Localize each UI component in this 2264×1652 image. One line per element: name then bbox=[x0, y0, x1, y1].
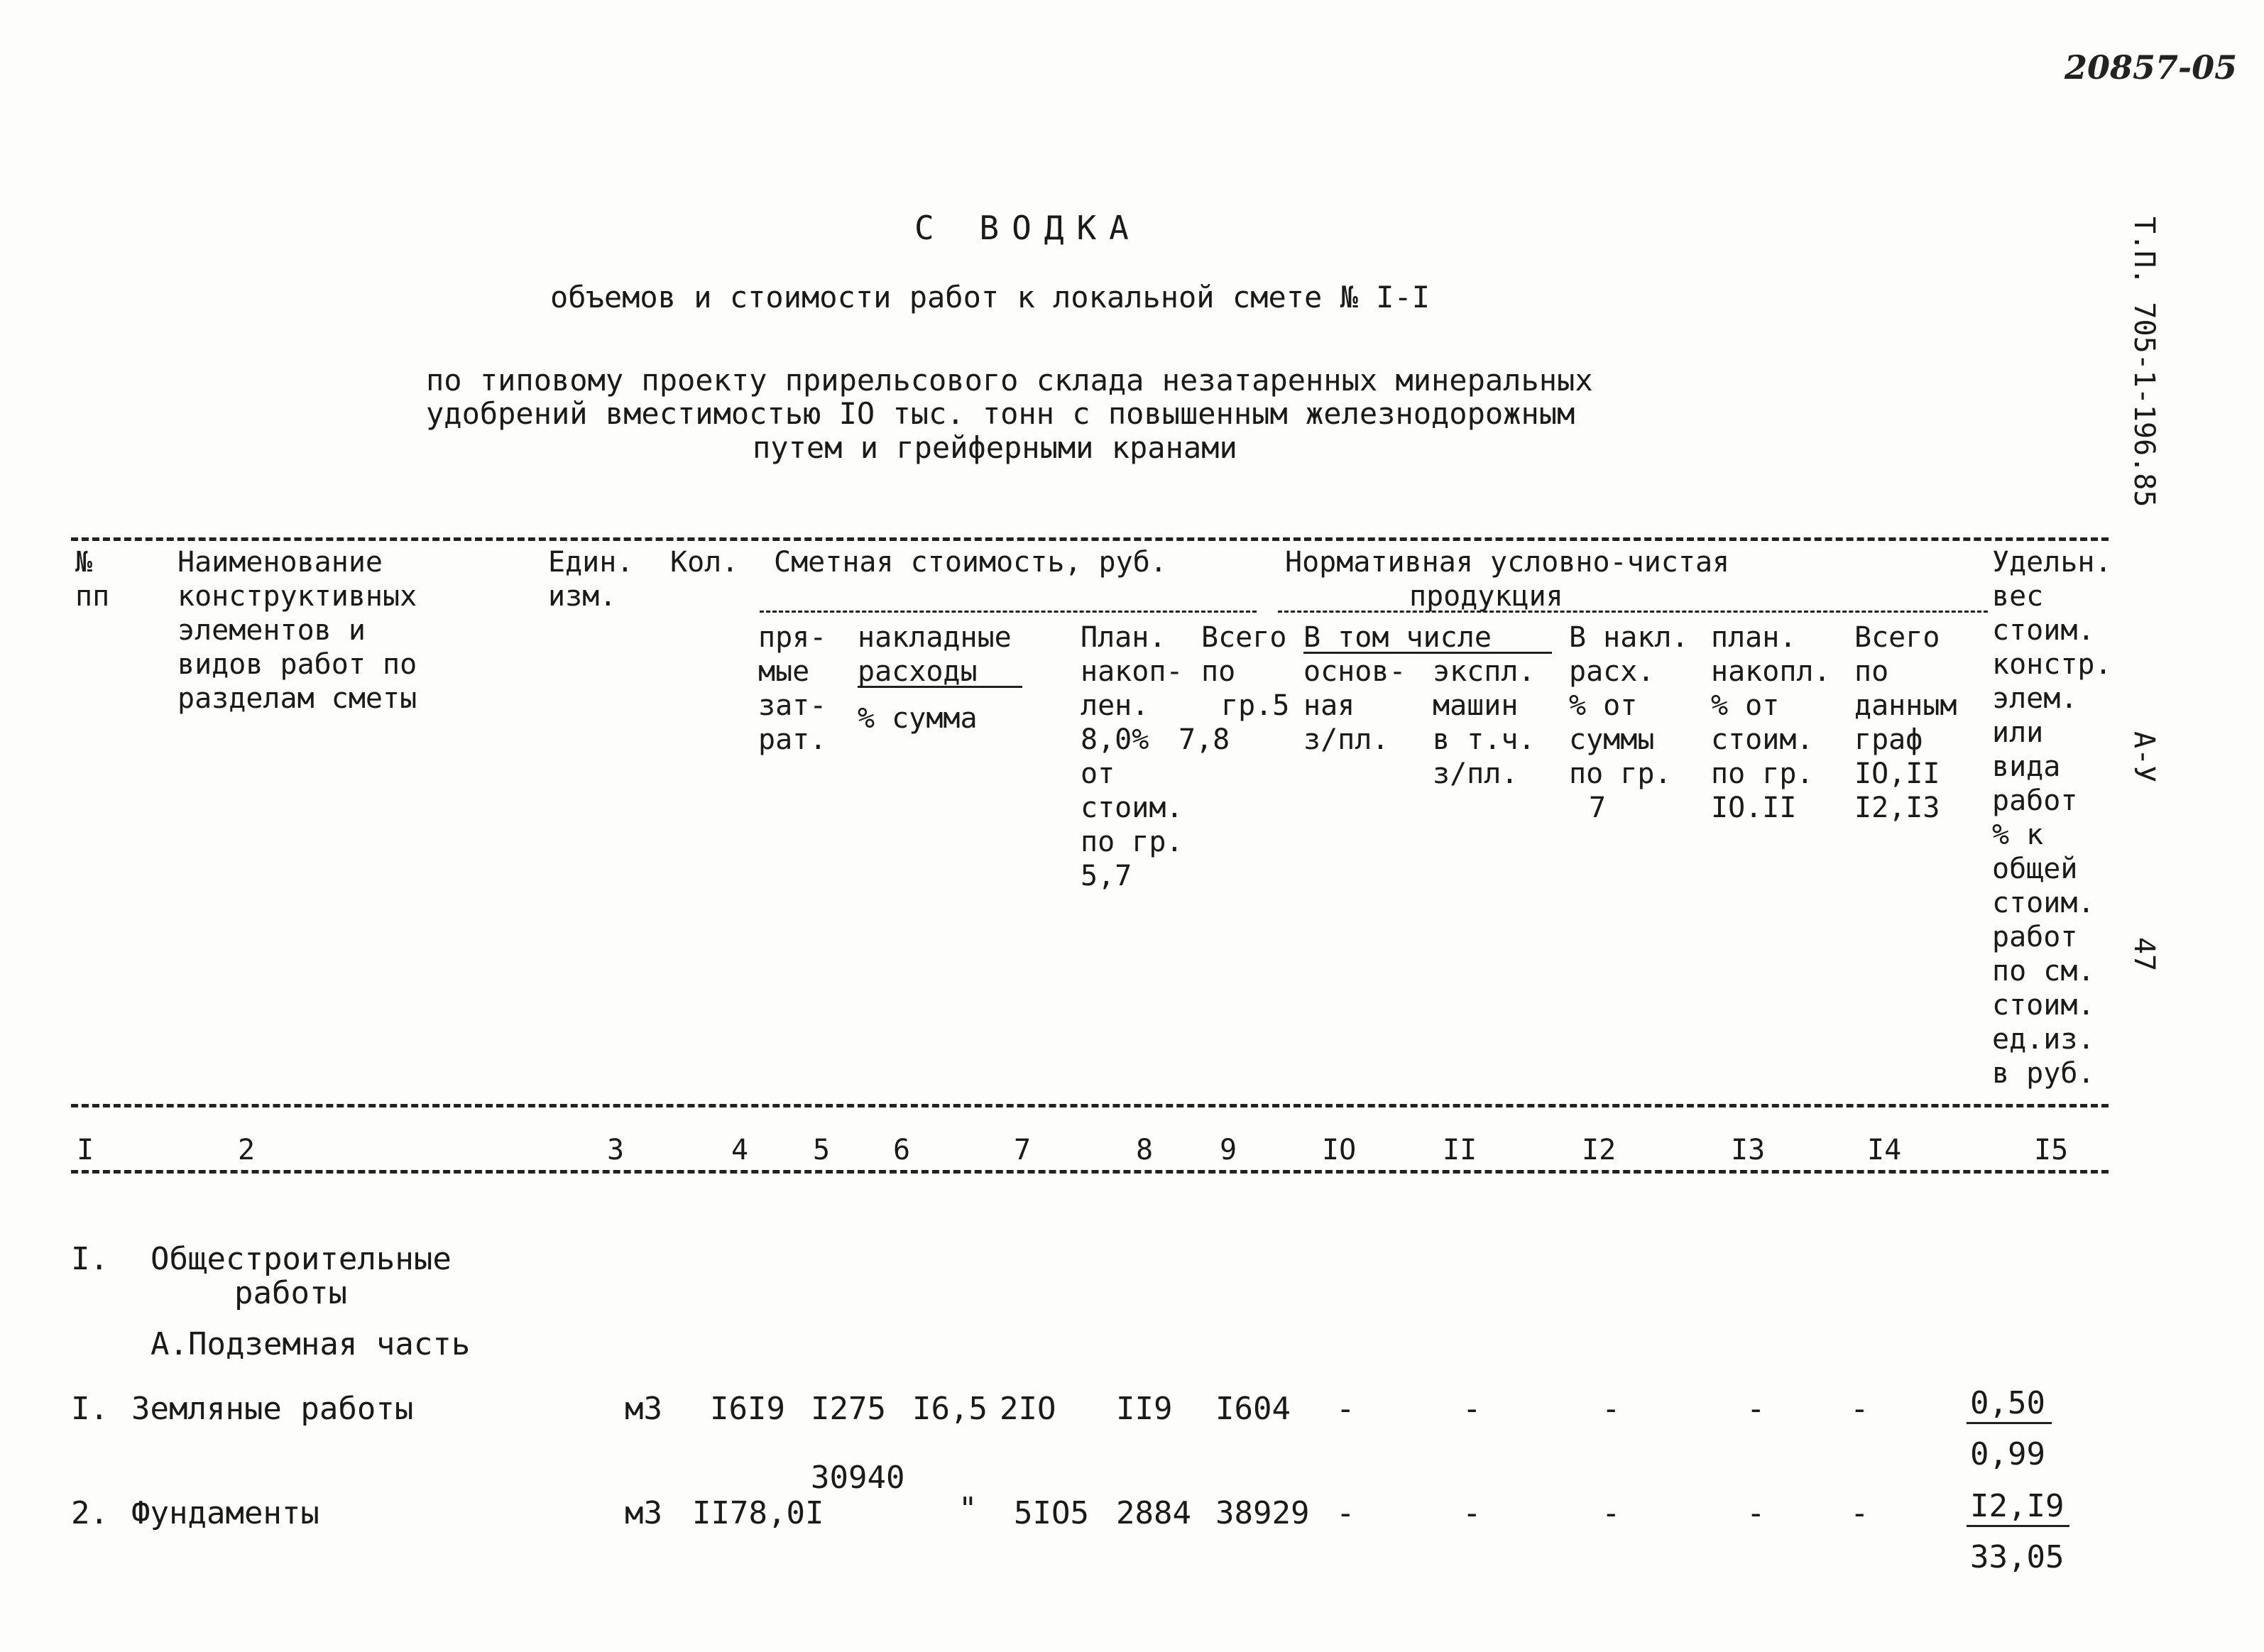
header-plan-acc2-2: накопл. bbox=[1711, 655, 1831, 688]
header-plan-acc-5: от bbox=[1081, 757, 1115, 790]
header-specific-14: стоим. bbox=[1992, 989, 2095, 1022]
side-code: Т.П. 705-1-196.85 bbox=[2128, 217, 2160, 508]
header-total-norm-5: IO,II bbox=[1854, 757, 1940, 790]
row2-plan-acc: 2884 bbox=[1116, 1495, 1191, 1531]
row2-c11: - bbox=[1462, 1495, 1482, 1531]
header-specific-9: % к bbox=[1992, 819, 2044, 851]
header-num: № bbox=[75, 546, 93, 579]
col-num-2: 2 bbox=[238, 1134, 256, 1166]
header-plan-acc-3: лен. bbox=[1081, 689, 1149, 722]
col-num-14: I4 bbox=[1867, 1134, 1902, 1166]
col-num-rule bbox=[71, 1170, 2109, 1174]
row1-unit: м3 bbox=[625, 1391, 662, 1427]
row2-total: 38929 bbox=[1215, 1495, 1310, 1531]
row1-fraction-line bbox=[1967, 1422, 2052, 1424]
project-line-3: путем и грейферными кранами bbox=[753, 430, 1237, 465]
header-in-overhead-1: В накл. bbox=[1569, 621, 1689, 654]
header-overhead-2: расходы bbox=[858, 655, 978, 688]
row1-c12: - bbox=[1602, 1391, 1621, 1427]
row2-c14: - bbox=[1850, 1495, 1869, 1531]
header-total-norm-1: Всего bbox=[1854, 621, 1940, 654]
norm-group-rule bbox=[1278, 611, 1988, 613]
row1-overhead-pct: I6,5 bbox=[912, 1391, 988, 1427]
row2-c13: - bbox=[1746, 1495, 1766, 1531]
header-specific-12: работ bbox=[1992, 921, 2078, 953]
section-name-2: работы bbox=[234, 1275, 347, 1311]
row1-direct: I275 bbox=[811, 1391, 886, 1427]
header-total-norm-2: по bbox=[1854, 655, 1889, 688]
page-title: С ВОДКА bbox=[914, 209, 1142, 247]
header-in-overhead-6: 7 bbox=[1589, 792, 1607, 824]
col-num-8: 8 bbox=[1136, 1134, 1154, 1166]
col-num-1: I bbox=[77, 1134, 94, 1166]
row2-overhead-sum: 5IO5 bbox=[1014, 1495, 1089, 1531]
col-num-9: 9 bbox=[1220, 1134, 1237, 1166]
row1-spec-bottom: 0,99 bbox=[1970, 1436, 2045, 1472]
header-specific-7: вида bbox=[1992, 750, 2061, 783]
header-total-cost-3: гр.5 bbox=[1221, 689, 1290, 722]
row1-overhead-sum: 2IO bbox=[1000, 1391, 1056, 1427]
header-total-cost-1: Всего bbox=[1201, 621, 1287, 654]
row1-c13: - bbox=[1746, 1391, 1766, 1427]
row2-direct: 30940 bbox=[811, 1460, 905, 1496]
header-norm-group-1: Нормативная условно-чистая bbox=[1285, 546, 1730, 579]
header-name-2: конструктивных bbox=[177, 580, 417, 613]
row2-fraction-line bbox=[1967, 1525, 2069, 1527]
row2-spec-bottom: 33,05 bbox=[1970, 1539, 2065, 1575]
header-specific-2: вес bbox=[1992, 580, 2044, 613]
header-total-norm-4: граф bbox=[1854, 723, 1923, 756]
header-machine-3: в т.ч. bbox=[1433, 723, 1536, 756]
row1-total: I604 bbox=[1215, 1391, 1291, 1427]
header-plan-acc-6: стоим. bbox=[1081, 792, 1183, 824]
header-name-1: Наименование bbox=[177, 546, 383, 579]
header-plan-acc2-3: % от bbox=[1711, 689, 1780, 722]
col-num-7: 7 bbox=[1014, 1134, 1032, 1166]
header-direct-2: мые bbox=[758, 655, 810, 688]
row1-c14: - bbox=[1850, 1391, 1869, 1427]
header-basic-wage-2: ная bbox=[1303, 689, 1355, 722]
col-num-12: I2 bbox=[1582, 1134, 1617, 1166]
header-machine-1: экспл. bbox=[1433, 655, 1536, 688]
row1-qty: I6I9 bbox=[710, 1391, 785, 1427]
row2-c10: - bbox=[1336, 1495, 1355, 1531]
header-total-cost-2: по bbox=[1201, 655, 1236, 688]
row2-c12: - bbox=[1602, 1495, 1621, 1531]
col-num-13: I3 bbox=[1731, 1134, 1766, 1166]
header-unit-1: Един. bbox=[548, 546, 634, 579]
incl-underline bbox=[1303, 652, 1552, 654]
header-specific-11: стоим. bbox=[1992, 887, 2095, 919]
header-name-5: разделам сметы bbox=[177, 682, 417, 715]
col-num-4: 4 bbox=[731, 1134, 749, 1166]
header-direct-3: зат- bbox=[758, 689, 827, 722]
table-top-rule bbox=[71, 537, 2109, 541]
header-in-overhead-2: расх. bbox=[1569, 655, 1655, 688]
header-specific-6: или bbox=[1992, 716, 2044, 749]
header-direct-1: пря- bbox=[758, 621, 827, 654]
col-num-3: 3 bbox=[607, 1134, 625, 1166]
document-number: 20857-05 bbox=[2065, 48, 2238, 87]
header-norm-group-2: продукция bbox=[1409, 580, 1563, 613]
col-num-15: I5 bbox=[2034, 1134, 2069, 1166]
row2-num: 2. bbox=[71, 1495, 109, 1531]
header-in-overhead-3: % от bbox=[1569, 689, 1638, 722]
header-plan-acc-8: 5,7 bbox=[1081, 860, 1132, 892]
header-bottom-rule bbox=[71, 1104, 2109, 1107]
col-num-6: 6 bbox=[893, 1134, 911, 1166]
header-direct-4: рат. bbox=[758, 723, 827, 756]
overhead-underline bbox=[858, 686, 1022, 688]
header-specific-8: работ bbox=[1992, 784, 2078, 817]
row1-num: I. bbox=[71, 1391, 109, 1427]
row2-overhead-pct: " bbox=[958, 1491, 978, 1527]
header-plan-acc2-1: план. bbox=[1711, 621, 1797, 654]
subsection-name: А.Подземная часть bbox=[151, 1326, 471, 1362]
subtitle: объемов и стоимости работ к локальной смете № I-I bbox=[550, 280, 1431, 314]
header-total-norm-6: I2,I3 bbox=[1854, 792, 1940, 824]
header-cost-group: Сметная стоимость, руб. bbox=[774, 546, 1167, 579]
header-plan-acc-7: по гр. bbox=[1081, 826, 1183, 858]
row2-qty: II78,0I bbox=[692, 1495, 824, 1531]
header-qty: Кол. bbox=[670, 546, 739, 579]
header-plan-acc2-6: IO.II bbox=[1711, 792, 1797, 824]
header-overhead-sub: % сумма bbox=[858, 702, 978, 735]
header-specific-10: общей bbox=[1992, 853, 2078, 885]
header-machine-2: машин bbox=[1433, 689, 1519, 722]
project-line-2: удобрений вместимостью IO тыс. тонн с повышенным железнодорожным bbox=[426, 396, 1575, 431]
header-specific-3: стоим. bbox=[1992, 614, 2095, 647]
section-number: I. bbox=[71, 1241, 109, 1277]
header-total-norm-3: данным bbox=[1854, 689, 1957, 722]
header-unit-2: изм. bbox=[548, 580, 617, 613]
row1-c11: - bbox=[1462, 1391, 1482, 1427]
side-album: А-У bbox=[2128, 731, 2160, 783]
row1-name: Земляные работы bbox=[131, 1391, 414, 1427]
section-name-1: Общестроительные bbox=[151, 1241, 452, 1277]
project-line-1: по типовому проекту прирельсового склада незатаренных минеральных bbox=[426, 363, 1593, 398]
header-plan-acc-4: 8,0% bbox=[1081, 723, 1149, 756]
side-page: 47 bbox=[2128, 937, 2160, 972]
header-in-overhead-5: по гр. bbox=[1569, 757, 1672, 790]
row1-plan-acc: II9 bbox=[1116, 1391, 1173, 1427]
header-basic-wage-1: основ- bbox=[1303, 655, 1406, 688]
col-num-10: IO bbox=[1322, 1134, 1357, 1166]
header-specific-13: по см. bbox=[1992, 955, 2095, 988]
row1-c10: - bbox=[1336, 1391, 1355, 1427]
header-specific-15: ед.из. bbox=[1992, 1023, 2095, 1056]
col-num-5: 5 bbox=[813, 1134, 831, 1166]
header-num-pp: пп bbox=[75, 580, 110, 613]
header-specific-16: в руб. bbox=[1992, 1057, 2095, 1090]
header-in-overhead-4: суммы bbox=[1569, 723, 1655, 756]
header-machine-4: з/пл. bbox=[1433, 757, 1519, 790]
header-plan-acc2-4: стоим. bbox=[1711, 723, 1814, 756]
header-specific-4: констр. bbox=[1992, 648, 2112, 681]
cost-group-rule bbox=[760, 611, 1257, 613]
header-name-3: элементов и bbox=[177, 614, 366, 647]
row1-spec-top: 0,50 bbox=[1970, 1385, 2045, 1421]
header-total-cost-4: 7,8 bbox=[1179, 723, 1230, 756]
header-incl: В том числе bbox=[1303, 621, 1492, 654]
header-plan-acc-1: План. bbox=[1081, 621, 1166, 654]
header-name-4: видов работ по bbox=[177, 648, 417, 681]
header-specific-1: Удельн. bbox=[1992, 546, 2112, 579]
header-plan-acc2-5: по гр. bbox=[1711, 757, 1814, 790]
header-overhead-1: накладные bbox=[858, 621, 1012, 654]
row2-name: Фундаменты bbox=[131, 1495, 319, 1531]
header-specific-5: элем. bbox=[1992, 682, 2078, 715]
header-plan-acc-2: накоп- bbox=[1081, 655, 1183, 688]
col-num-11: II bbox=[1443, 1134, 1477, 1166]
header-basic-wage-3: з/пл. bbox=[1303, 723, 1389, 756]
row2-spec-top: I2,I9 bbox=[1970, 1488, 2065, 1524]
row2-unit: м3 bbox=[625, 1495, 662, 1531]
